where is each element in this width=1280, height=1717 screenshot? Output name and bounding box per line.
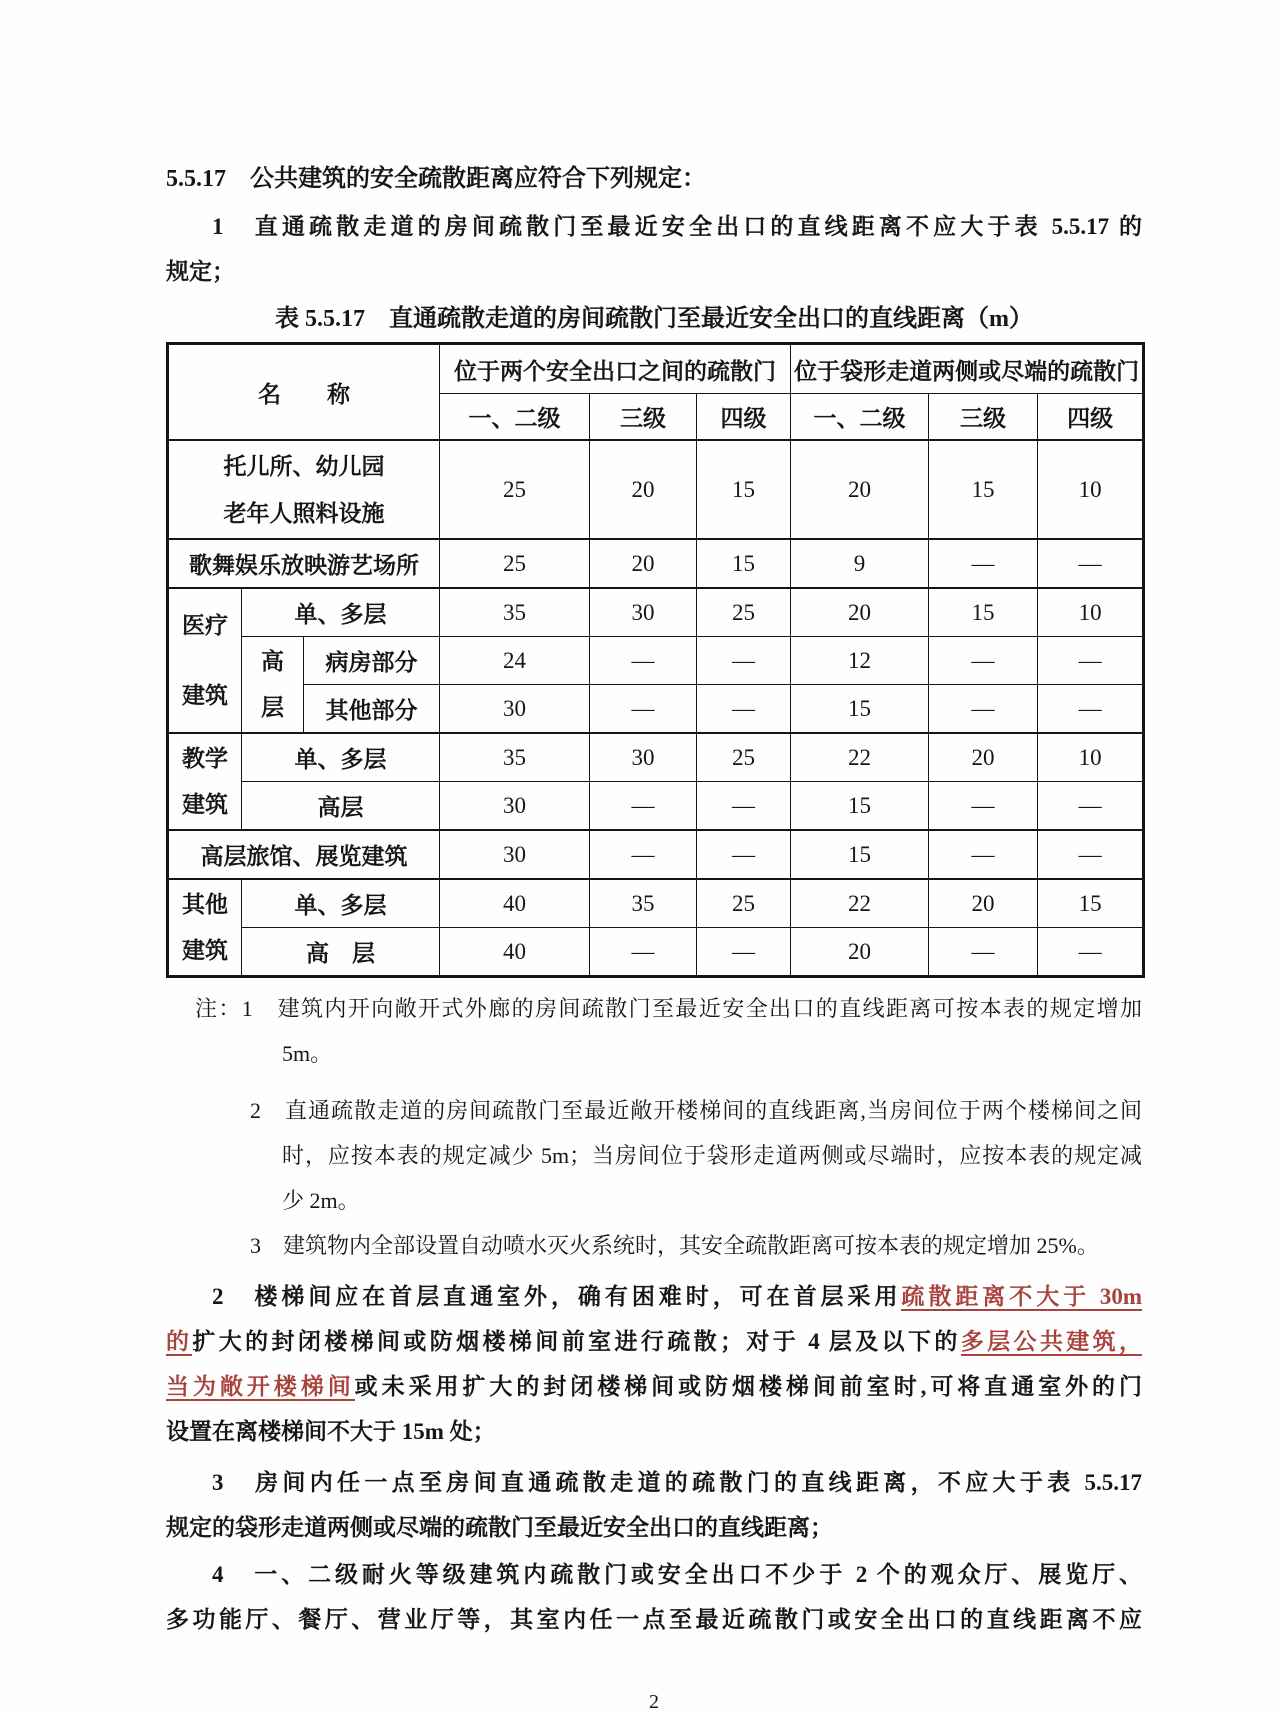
table-cell: — <box>1038 830 1144 879</box>
table-cell: 30 <box>440 830 590 879</box>
table-cell: — <box>929 637 1038 685</box>
table-cell: 单、多层 <box>242 733 440 782</box>
table-cell: — <box>697 637 791 685</box>
table-row <box>168 733 1144 782</box>
text-segment: 多功能厅、餐厅、营业厅等，其室内任一点至最近疏散门或安全出口的直线距离不应 <box>166 1607 1142 1632</box>
clause-heading: 5.5.17 公共建筑的安全疏散距离应符合下列规定： <box>166 166 706 192</box>
text-segment: 2 直通疏散走道的房间疏散门至最近敞开楼梯间的直线距离,当房间位于两个楼梯间之间 <box>250 1098 1142 1123</box>
text-segment: 2 楼梯间应在首层直通室外，确有困难时，可在首层采用 <box>212 1284 902 1309</box>
text-segment: 4 一、二级耐火等级建筑内疏散门或安全出口不少于 2 个的观众厅、展览厅、 <box>212 1562 1142 1587</box>
table-cell: 35 <box>590 879 697 928</box>
table-cell: 20 <box>929 733 1038 782</box>
table-cell: 25 <box>697 733 791 782</box>
text-line <box>166 1364 1142 1409</box>
table-cell: 25 <box>440 539 590 588</box>
revision-marked-text: 的 <box>166 1329 193 1354</box>
table-cell: 20 <box>791 928 929 977</box>
table-cell <box>168 733 242 830</box>
table-cell: 10 <box>1038 440 1144 539</box>
cell-line: 层 <box>261 694 284 720</box>
table-cell: 20 <box>929 879 1038 928</box>
table-cell: 40 <box>440 879 590 928</box>
text-line <box>166 1552 1142 1597</box>
page-number: 2 <box>649 1691 659 1713</box>
table-cell: 单、多层 <box>242 588 440 637</box>
text-line <box>166 204 1142 249</box>
text-segment: 规定的袋形走道两侧或尽端的疏散门至最近安全出口的直线距离； <box>166 1515 833 1540</box>
text-line <box>166 1409 1142 1454</box>
table-cell: 20 <box>791 588 929 637</box>
table-cell: 24 <box>440 637 590 685</box>
table-cell <box>242 637 304 734</box>
table-row <box>168 830 1144 879</box>
table-cell: 病房部分 <box>304 637 440 685</box>
text-segment: 或未采用扩大的封闭楼梯间或防烟楼梯间前室时,可将直通室外的门 <box>354 1374 1142 1399</box>
table-header-cell-group2: 位于袋形走道两侧或尽端的疏散门 <box>791 344 1144 394</box>
table-cell <box>168 879 242 977</box>
table-cell: — <box>697 830 791 879</box>
text-segment: 规定； <box>166 259 235 284</box>
text-segment: 扩大的封闭楼梯间或防烟楼梯间前室进行疏散；对于 4 层及以下的 <box>192 1329 961 1354</box>
cell-line: 老年人照料设施 <box>223 499 385 526</box>
text-line <box>166 1088 1142 1133</box>
revision-marked-text: 当为敞开楼梯间 <box>166 1374 355 1399</box>
table-cell: 30 <box>590 588 697 637</box>
table-cell: — <box>929 782 1038 831</box>
cell-line: 高 <box>261 648 284 674</box>
cell-line: 其他 <box>182 891 228 917</box>
table-cell: 15 <box>1038 879 1144 928</box>
text-segment: 设置在离楼梯间不大于 15m 处； <box>166 1419 496 1444</box>
table-cell: — <box>1038 928 1144 977</box>
cell-line: 建筑 <box>182 937 228 963</box>
page-content <box>166 0 1142 1717</box>
clause-item-1 <box>166 204 1142 294</box>
table-row <box>168 782 1144 831</box>
text-line <box>166 1031 1142 1076</box>
text-line <box>166 1319 1142 1364</box>
table-cell: 15 <box>791 782 929 831</box>
cell-line: 教学 <box>182 745 228 771</box>
text-segment: 少 2m。 <box>282 1188 360 1213</box>
table-cell: 25 <box>440 440 590 539</box>
table-cell: 其他部分 <box>304 685 440 734</box>
table-cell: 25 <box>697 588 791 637</box>
text-segment: 3 建筑物内全部设置自动喷水灭火系统时，其安全疏散距离可按本表的规定增加 25%。 <box>250 1233 1099 1258</box>
revision-marked-text: 多层公共建筑， <box>960 1329 1142 1354</box>
table-cell: 20 <box>590 440 697 539</box>
table-note-3 <box>166 1223 1142 1268</box>
table-row <box>168 344 1144 394</box>
table-cell: — <box>697 782 791 831</box>
table-cell: — <box>929 830 1038 879</box>
text-line <box>166 986 1142 1031</box>
table-cell: 10 <box>1038 588 1144 637</box>
table-header-cell: 三级 <box>929 394 1038 441</box>
table-row <box>168 637 1144 685</box>
table-cell: 15 <box>929 588 1038 637</box>
table-cell: — <box>1038 637 1144 685</box>
table-cell: 15 <box>791 830 929 879</box>
table-cell: 歌舞娱乐放映游艺场所 <box>168 539 440 588</box>
table-cell: 15 <box>791 685 929 734</box>
table-header <box>168 344 1144 441</box>
table-header-cell: 四级 <box>697 394 791 441</box>
table-cell: 10 <box>1038 733 1144 782</box>
text-line <box>166 249 1142 294</box>
cell-line: 医疗 <box>182 612 228 638</box>
text-line <box>166 1274 1142 1319</box>
table-note-1 <box>166 986 1142 1076</box>
table-cell: 高层 <box>242 782 440 831</box>
table-cell <box>168 588 242 733</box>
table-cell: — <box>1038 685 1144 734</box>
table-row <box>168 588 1144 637</box>
table-header-cell: 四级 <box>1038 394 1144 441</box>
table-row <box>168 928 1144 977</box>
table-cell: 15 <box>697 440 791 539</box>
text-segment: 5m。 <box>282 1041 333 1066</box>
table-header-cell-name: 名 称 <box>168 344 440 441</box>
text-segment: 注：1 建筑内开向敞开式外廊的房间疏散门至最近安全出口的直线距离可按本表的规定增加 <box>195 996 1142 1021</box>
text-line <box>166 1133 1142 1178</box>
table-cell: 35 <box>440 733 590 782</box>
clause-item-4 <box>166 1552 1142 1642</box>
table-cell: — <box>590 782 697 831</box>
cell-line: 托儿所、幼儿园 <box>223 453 385 479</box>
table-cell: — <box>590 928 697 977</box>
text-segment: 时，应按本表的规定减少 5m；当房间位于袋形走道两侧或尽端时，应按本表的规定减 <box>282 1143 1142 1168</box>
table-cell: 35 <box>440 588 590 637</box>
table-caption: 表 5.5.17 直通疏散走道的房间疏散门至最近安全出口的直线距离（m） <box>275 306 1033 332</box>
evacuation-distance-table <box>166 342 1145 978</box>
table-cell: — <box>1038 782 1144 831</box>
clause-item-3 <box>166 1460 1142 1550</box>
table-cell: 22 <box>791 733 929 782</box>
cell-line: 建筑 <box>182 682 228 708</box>
table-cell: 12 <box>791 637 929 685</box>
table-cell: — <box>697 928 791 977</box>
text-segment: 3 房间内任一点至房间直通疏散走道的疏散门的直线距离，不应大于表 5.5.17 <box>212 1470 1142 1495</box>
table-cell: — <box>590 685 697 734</box>
table-cell: 30 <box>440 685 590 734</box>
table-cell: 40 <box>440 928 590 977</box>
text-line <box>166 1223 1142 1268</box>
text-segment: 1 直通疏散走道的房间疏散门至最近安全出口的直线距离不应大于表 5.5.17 的 <box>212 214 1142 239</box>
table-cell: — <box>929 685 1038 734</box>
table-cell: 25 <box>697 879 791 928</box>
table-cell: 20 <box>791 440 929 539</box>
table-cell: — <box>697 685 791 734</box>
table-cell: 20 <box>590 539 697 588</box>
table-body <box>168 440 1144 977</box>
table-row <box>168 879 1144 928</box>
table-cell <box>168 440 440 539</box>
table-row <box>168 685 1144 734</box>
text-line <box>166 1505 1142 1550</box>
table-cell: 单、多层 <box>242 879 440 928</box>
table-header-cell: 一、二级 <box>440 394 590 441</box>
table-cell: 30 <box>590 733 697 782</box>
clause-item-2 <box>166 1274 1142 1454</box>
table-cell: — <box>590 637 697 685</box>
table-cell: 22 <box>791 879 929 928</box>
table-cell: — <box>590 830 697 879</box>
cell-line: 建筑 <box>182 791 228 817</box>
table-cell: 30 <box>440 782 590 831</box>
text-line <box>166 1460 1142 1505</box>
table-cell: 高层旅馆、展览建筑 <box>168 830 440 879</box>
table-cell: 9 <box>791 539 929 588</box>
text-line <box>166 1597 1142 1642</box>
table-note-2 <box>166 1088 1142 1223</box>
text-line <box>166 1178 1142 1223</box>
revision-marked-text: 疏散距离不大于 30m <box>901 1284 1142 1309</box>
table-cell: — <box>929 539 1038 588</box>
table-header-cell: 一、二级 <box>791 394 929 441</box>
table-cell: 15 <box>697 539 791 588</box>
table-header-cell-group1: 位于两个安全出口之间的疏散门 <box>440 344 791 394</box>
table-cell: — <box>1038 539 1144 588</box>
table-cell: 15 <box>929 440 1038 539</box>
table-cell: 高 层 <box>242 928 440 977</box>
table-row <box>168 539 1144 588</box>
table-cell: — <box>929 928 1038 977</box>
table-header-cell: 三级 <box>590 394 697 441</box>
table-row <box>168 440 1144 539</box>
table-notes <box>166 986 1142 1268</box>
